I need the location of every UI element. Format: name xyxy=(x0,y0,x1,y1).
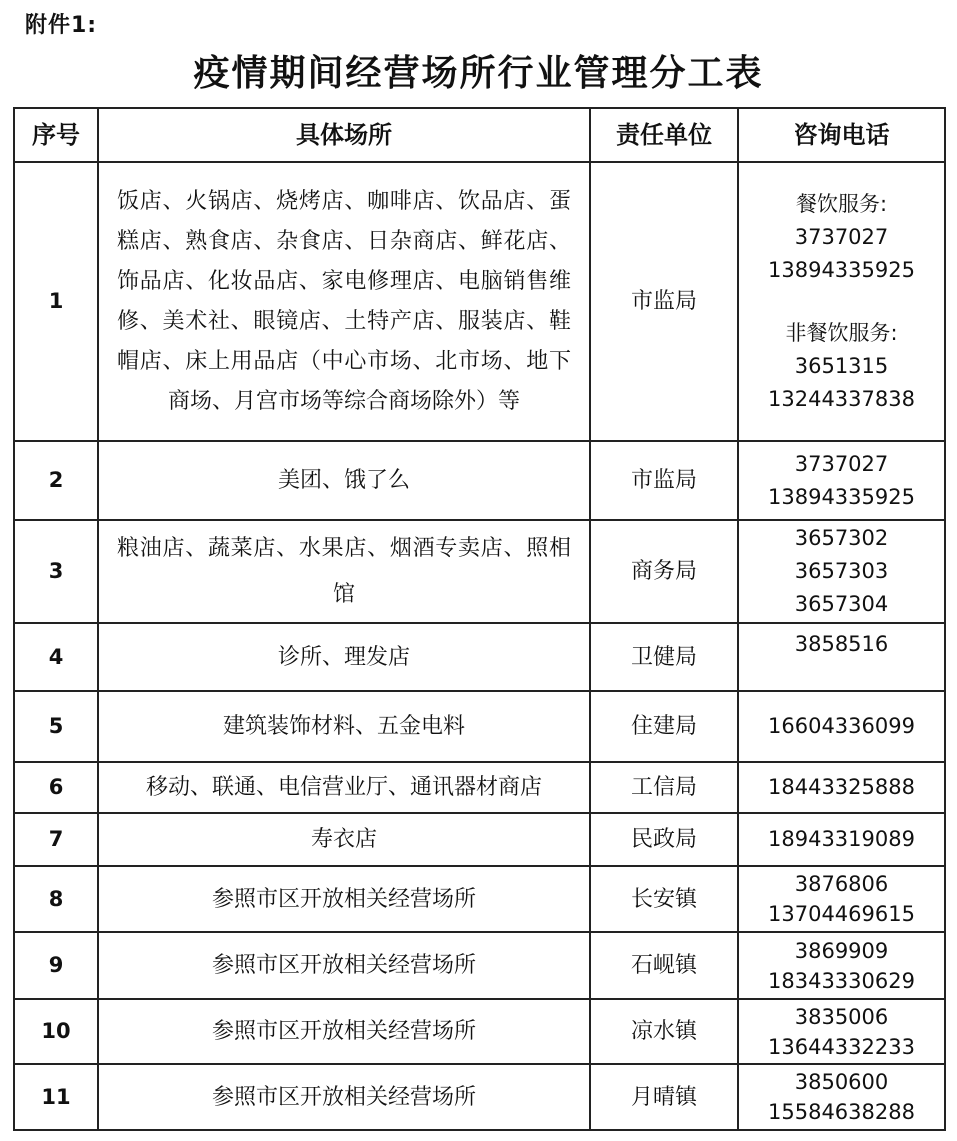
table-row xyxy=(14,1064,945,1130)
table-row xyxy=(14,813,945,866)
row-phone xyxy=(738,520,945,623)
phone-number: 18443325888 xyxy=(768,775,915,799)
table-header-row xyxy=(14,108,945,162)
management-table xyxy=(13,107,946,1131)
attachment-label: 附件1: xyxy=(25,13,98,38)
header-place: 具体场所 xyxy=(98,108,590,162)
row-phone xyxy=(738,999,945,1064)
table-row xyxy=(14,866,945,932)
row-place: 移动、联通、电信营业厅、通讯器材商店 xyxy=(98,762,590,813)
table-row xyxy=(14,691,945,762)
row-unit: 商务局 xyxy=(590,520,738,623)
table-row xyxy=(14,999,945,1064)
row-num: 6 xyxy=(14,762,98,813)
row-phone xyxy=(738,1064,945,1130)
row-num: 11 xyxy=(14,1064,98,1130)
row-num: 5 xyxy=(14,691,98,762)
row-unit: 长安镇 xyxy=(590,866,738,932)
table-row xyxy=(14,520,945,623)
row-place: 诊所、理发店 xyxy=(98,623,590,691)
table-row xyxy=(14,162,945,441)
phone-number: 3835006 xyxy=(794,1004,889,1029)
row-num: 9 xyxy=(14,932,98,999)
header-unit: 责任单位 xyxy=(590,108,738,162)
row-phone xyxy=(738,162,945,441)
row-place: 参照市区开放相关经营场所 xyxy=(98,866,590,932)
row-unit: 市监局 xyxy=(590,162,738,441)
row-unit: 凉水镇 xyxy=(590,999,738,1064)
row-phone xyxy=(738,441,945,520)
phone-number: 13244337838 xyxy=(768,386,915,411)
phone-number: 13644332233 xyxy=(768,1034,915,1059)
row-phone xyxy=(738,762,945,813)
row-num: 3 xyxy=(14,520,98,623)
phone-number: 3876806 xyxy=(794,872,889,896)
table-row xyxy=(14,762,945,813)
phone-label: 非餐饮服务: xyxy=(785,320,898,345)
phone-label: 餐饮服务: xyxy=(795,191,888,216)
document-title: 疫情期间经营场所行业管理分工表 xyxy=(193,53,764,94)
row-num: 1 xyxy=(14,162,98,441)
phone-number: 3858516 xyxy=(794,632,889,656)
table-row xyxy=(14,932,945,999)
phone-number: 13894335925 xyxy=(768,257,915,282)
row-place: 参照市区开放相关经营场所 xyxy=(98,932,590,999)
phone-number: 3657303 xyxy=(794,559,889,583)
phone-number: 3737027 xyxy=(794,451,889,476)
row-num: 10 xyxy=(14,999,98,1064)
row-unit: 民政局 xyxy=(590,813,738,866)
row-unit: 住建局 xyxy=(590,691,738,762)
phone-number: 18943319089 xyxy=(768,827,915,851)
phone-number: 3657302 xyxy=(794,526,889,550)
phone-number: 3651315 xyxy=(794,353,889,378)
row-num: 8 xyxy=(14,866,98,932)
row-place: 饭店、火锅店、烧烤店、咖啡店、饮品店、蛋糕店、熟食店、杂食店、日杂商店、鲜花店、饰品店、化妆品店、家电修理店、电脑销售维修、美术社、眼镜店、土特产店、服装店、鞋帽店、床上用品店（中心市场、北市场、地下商场、月宫市场等综合商场除外）等 xyxy=(98,162,590,441)
row-place: 参照市区开放相关经营场所 xyxy=(98,999,590,1064)
row-phone xyxy=(738,691,945,762)
table-row xyxy=(14,441,945,520)
row-unit: 卫健局 xyxy=(590,623,738,691)
table-row xyxy=(14,623,945,691)
header-num: 序号 xyxy=(14,108,98,162)
phone-number: 15584638288 xyxy=(768,1100,915,1124)
phone-number: 3657304 xyxy=(794,592,889,616)
phone-number: 3850600 xyxy=(794,1070,889,1094)
row-place: 粮油店、蔬菜店、水果店、烟酒专卖店、照相馆 xyxy=(98,520,590,623)
phone-number: 13704469615 xyxy=(768,902,915,926)
row-num: 4 xyxy=(14,623,98,691)
row-place: 寿衣店 xyxy=(98,813,590,866)
phone-number: 3869909 xyxy=(794,938,889,963)
row-place: 建筑装饰材料、五金电料 xyxy=(98,691,590,762)
row-phone xyxy=(738,932,945,999)
phone-number: 18343330629 xyxy=(768,968,915,993)
header-phone: 咨询电话 xyxy=(738,108,945,162)
row-unit: 月晴镇 xyxy=(590,1064,738,1130)
row-unit: 工信局 xyxy=(590,762,738,813)
row-num: 2 xyxy=(14,441,98,520)
phone-number: 13894335925 xyxy=(768,484,915,509)
phone-number: 3737027 xyxy=(794,224,889,249)
phone-number: 16604336099 xyxy=(768,714,915,738)
row-unit: 市监局 xyxy=(590,441,738,520)
row-place: 美团、饿了么 xyxy=(98,441,590,520)
row-phone xyxy=(738,866,945,932)
row-num: 7 xyxy=(14,813,98,866)
row-phone xyxy=(738,813,945,866)
row-place: 参照市区开放相关经营场所 xyxy=(98,1064,590,1130)
row-unit: 石岘镇 xyxy=(590,932,738,999)
row-phone xyxy=(738,623,945,691)
